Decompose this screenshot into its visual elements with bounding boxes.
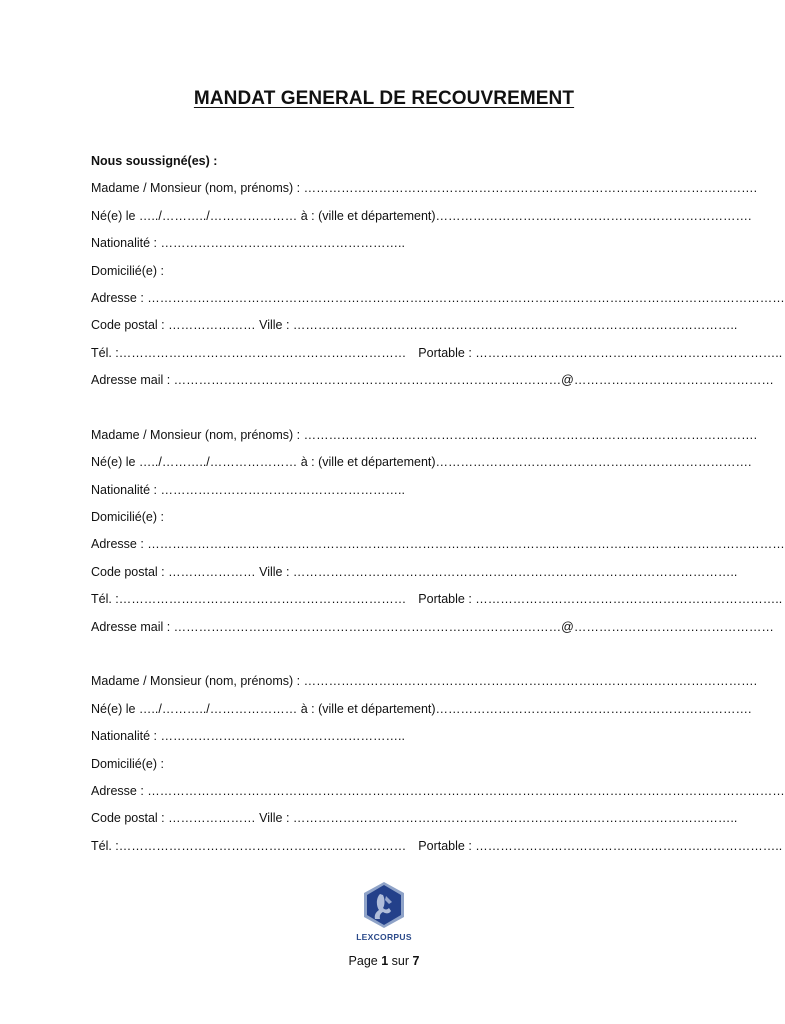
person-block-2 xyxy=(91,422,785,641)
domicile-label: Domicilié(e) : xyxy=(91,510,164,525)
domicile-label: Domicilié(e) : xyxy=(91,263,164,278)
logo-wordmark: LEXCORPUS xyxy=(356,932,412,942)
mobile-field[interactable]: Portable : ……………………………………………………………….. xyxy=(418,345,783,360)
postal-city-field[interactable]: Code postal : ………………… Ville : …………………………………………………………………………………………….. xyxy=(91,318,738,333)
intro-heading: Nous soussigné(es) : xyxy=(91,154,218,168)
person-block-1 xyxy=(91,175,785,394)
phone-row xyxy=(91,833,783,860)
email-field[interactable]: Adresse mail : …………………………………………………………………………………@………………………………………… xyxy=(91,619,774,634)
phone-row xyxy=(91,340,783,367)
phone-field[interactable]: Tél. :…………………………………………………………… xyxy=(91,592,407,607)
nationality-field[interactable]: Nationalité : ………………………………………………….. xyxy=(91,236,405,251)
birth-field[interactable]: Né(e) le …../………../………………… à : (ville et département)…………………………………………………………………. xyxy=(91,208,752,223)
person-block-3 xyxy=(91,668,785,860)
nationality-field[interactable]: Nationalité : ………………………………………………….. xyxy=(91,482,405,497)
document-title: MANDAT GENERAL DE RECOUVREMENT xyxy=(193,88,575,109)
phone-field[interactable]: Tél. :…………………………………………………………… xyxy=(91,838,407,853)
lexcorpus-logo xyxy=(356,880,412,944)
mobile-field[interactable]: Portable : ……………………………………………………………….. xyxy=(418,592,783,607)
block-spacer xyxy=(91,395,701,422)
name-field[interactable]: Madame / Monsieur (nom, prénoms) : ………………………………………………………………………………………………. xyxy=(91,427,758,442)
phone-field[interactable]: Tél. :…………………………………………………………… xyxy=(91,345,407,360)
address-field[interactable]: Adresse : ……………………………………………………………………………………………………………………………………… xyxy=(91,537,785,552)
nationality-field[interactable]: Nationalité : ………………………………………………….. xyxy=(91,729,405,744)
phone-row xyxy=(91,586,783,613)
address-field[interactable]: Adresse : ……………………………………………………………………………………………………………………………………… xyxy=(91,290,785,305)
document-body xyxy=(91,148,785,860)
page-number xyxy=(0,954,768,968)
mobile-field[interactable]: Portable : ……………………………………………………………….. xyxy=(418,838,783,853)
name-field[interactable]: Madame / Monsieur (nom, prénoms) : ………………………………………………………………………………………………. xyxy=(91,674,758,689)
email-field[interactable]: Adresse mail : …………………………………………………………………………………@………………………………………… xyxy=(91,373,774,388)
page-total: 7 xyxy=(412,954,420,968)
postal-city-field[interactable]: Code postal : ………………… Ville : …………………………………………………………………………………………….. xyxy=(91,564,738,579)
birth-field[interactable]: Né(e) le …../………../………………… à : (ville et département)…………………………………………………………………. xyxy=(91,701,752,716)
page-separator: sur xyxy=(391,954,410,968)
domicile-label: Domicilié(e) : xyxy=(91,756,164,771)
lexcorpus-hexagon-logo-icon xyxy=(356,880,412,932)
page-current: 1 xyxy=(381,954,389,968)
address-field[interactable]: Adresse : ……………………………………………………………………………………………………………………………………… xyxy=(91,783,785,798)
postal-city-field[interactable]: Code postal : ………………… Ville : …………………………………………………………………………………………….. xyxy=(91,811,738,826)
block-spacer xyxy=(91,641,701,668)
birth-field[interactable]: Né(e) le …../………../………………… à : (ville et département)…………………………………………………………………. xyxy=(91,455,752,470)
page-prefix: Page xyxy=(348,954,378,968)
name-field[interactable]: Madame / Monsieur (nom, prénoms) : ………………………………………………………………………………………………. xyxy=(91,181,758,196)
